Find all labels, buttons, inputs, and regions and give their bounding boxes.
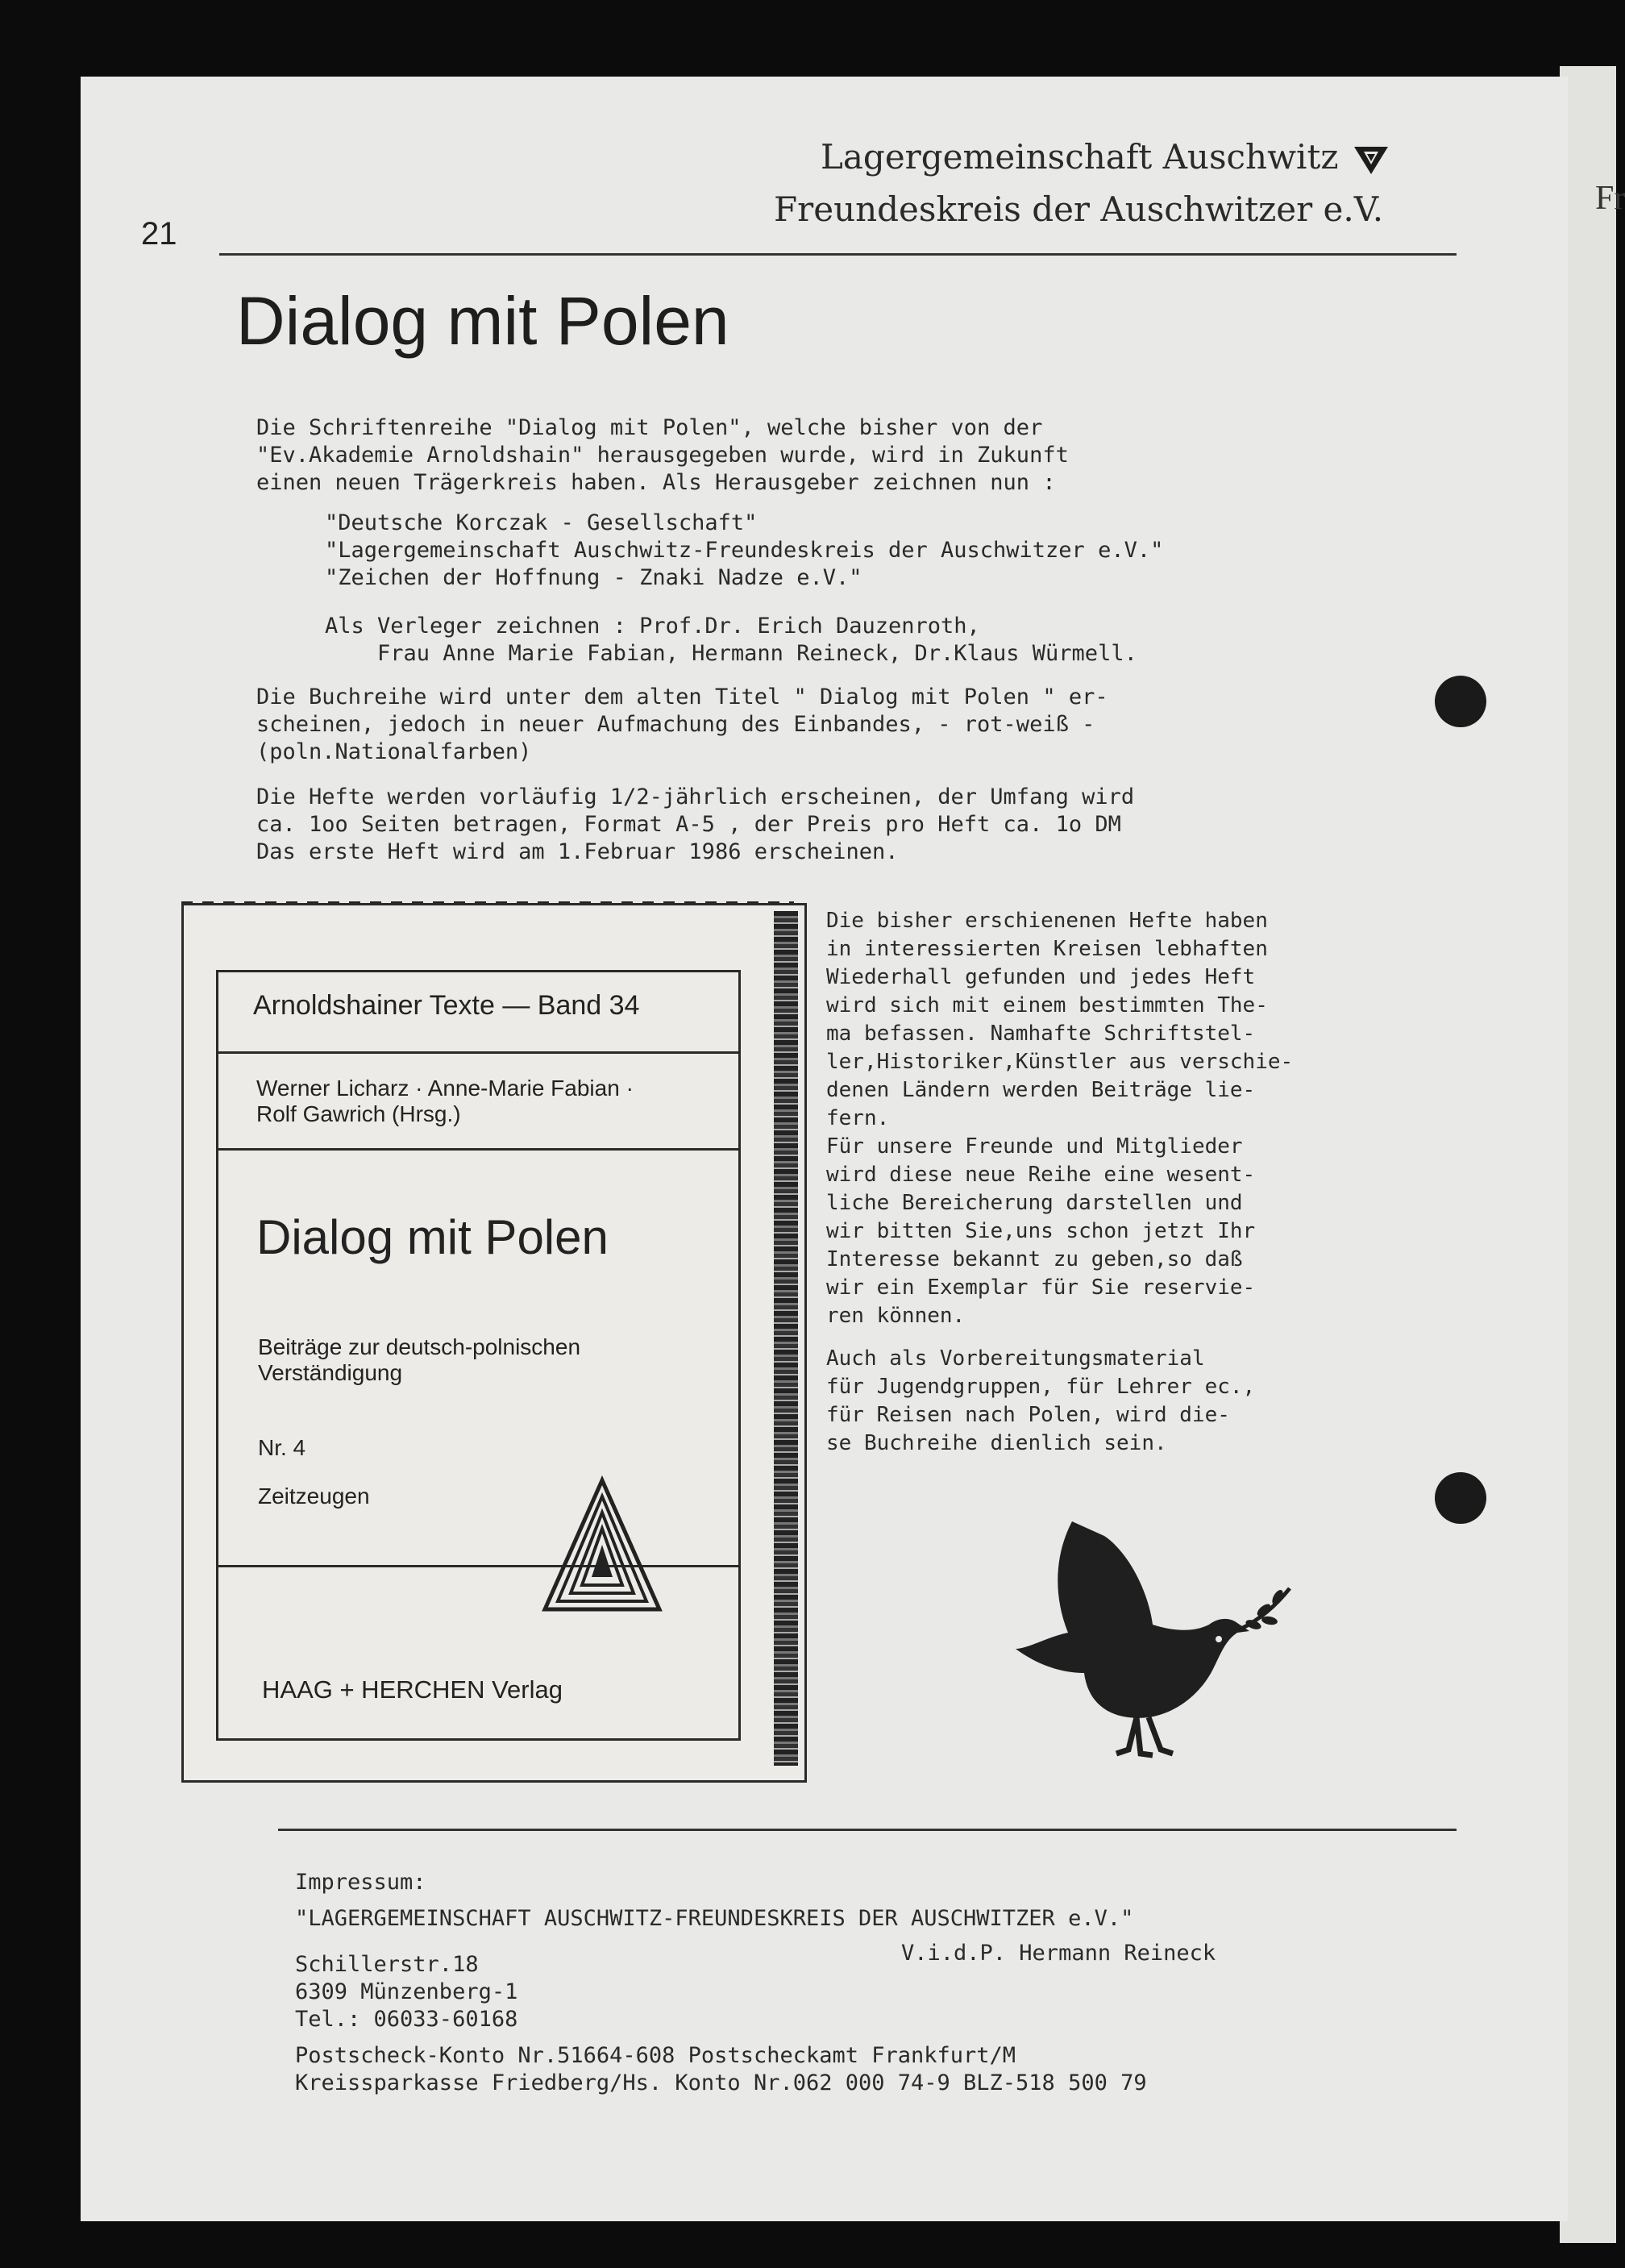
book-subtitle-line: Beiträge zur deutsch-polnischen <box>258 1334 581 1359</box>
appearance-line: (poln.Nationalfarben) <box>256 739 532 764</box>
appearance-line: Die Buchreihe wird unter dem alten Titel " Dialog mit Polen " er- <box>256 685 1108 710</box>
impressum-bank-line: Kreissparkasse Friedberg/Hs. Konto Nr.062 000 74-9 BLZ-518 500 79 <box>295 2070 1147 2095</box>
book-number: Nr. 4 <box>258 1435 306 1460</box>
right-column-paragraph-2 <box>826 1345 1255 1458</box>
impressum-street: Schillerstr.18 <box>295 1952 479 1977</box>
header-org-line1-text: Lagergemeinschaft Auschwitz <box>821 137 1339 177</box>
publisher-item: "Deutsche Korczak - Gesellschaft" <box>325 510 758 535</box>
schedule-line: Die Hefte werden vorläufig 1/2-jährlich erscheinen, der Umfang wird <box>256 784 1135 809</box>
right-column-line: wir bitten Sie,uns schon jetzt Ihr <box>826 1219 1256 1243</box>
header-rule <box>219 253 1457 256</box>
impressum-bank <box>295 2042 1147 2097</box>
right-column-line: Interesse bekannt zu geben,so daß <box>826 1247 1243 1271</box>
right-column-line: wird diese neue Reihe eine wesent- <box>826 1163 1256 1187</box>
right-column-line: ler,Historiker,Künstler aus verschie- <box>826 1050 1294 1074</box>
editors-paragraph <box>325 613 1137 668</box>
book-subtitle <box>258 1334 580 1386</box>
book-authors-line: Werner Licharz · Anne-Marie Fabian · <box>256 1076 634 1101</box>
schedule-line: ca. 1oo Seiten betragen, Format A-5 , der Preis pro Heft ca. 1o DM <box>256 812 1121 837</box>
triangle-logo-icon <box>1353 144 1390 176</box>
book-authors <box>256 1076 634 1127</box>
impressum-bank-line: Postscheck-Konto Nr.51664-608 Postscheckamt Frankfurt/M <box>295 2043 1016 2068</box>
right-column-line: liche Bereicherung darstellen und <box>826 1191 1243 1215</box>
book-authors-line: Rolf Gawrich (Hrsg.) <box>256 1101 461 1126</box>
right-column-line: Wiederhall gefunden und jedes Heft <box>826 965 1256 989</box>
impressum-heading: Impressum: <box>295 1870 426 1895</box>
publisher-item: "Zeichen der Hoffnung - Znaki Nadze e.V." <box>325 565 862 590</box>
next-page-edge <box>1560 66 1625 2243</box>
impressum-org: "LAGERGEMEINSCHAFT AUSCHWITZ-FREUNDESKREIS DER AUSCHWITZER e.V." <box>295 1906 1134 1931</box>
right-column-line: ma befassen. Namhafte Schriftstel- <box>826 1022 1256 1046</box>
editors-line: Als Verleger zeichnen : Prof.Dr. Erich Dauzenroth, <box>325 614 980 639</box>
intro-line: "Ev.Akademie Arnoldshain" herausgegeben wurde, wird in Zukunft <box>256 443 1069 468</box>
punch-hole <box>1435 1472 1486 1524</box>
book-topic: Zeitzeugen <box>258 1484 370 1509</box>
right-column-line: für Jugendgruppen, für Lehrer ec., <box>826 1375 1256 1399</box>
peace-dove-icon <box>1008 1520 1298 1770</box>
impressum-phone: Tel.: 06033-60168 <box>295 2007 518 2032</box>
intro-line: Die Schriftenreihe "Dialog mit Polen", welche bisher von der <box>256 415 1043 440</box>
right-column-line: wir ein Exemplar für Sie reservie- <box>826 1275 1256 1300</box>
impressum-rule <box>278 1829 1457 1831</box>
header-org-line1 <box>821 137 1616 177</box>
book-series-box <box>218 972 738 1054</box>
right-column-line: ren können. <box>826 1304 966 1328</box>
schedule-line: Das erste Heft wird am 1.Februar 1986 erscheinen. <box>256 839 899 864</box>
next-page-fragment: Fr <box>1595 180 1625 217</box>
intro-line: einen neuen Trägerkreis haben. Als Herausgeber zeichnen nun : <box>256 470 1056 495</box>
editors-line: Frau Anne Marie Fabian, Hermann Reineck, Dr.Klaus Würmell. <box>325 641 1137 666</box>
publishers-list <box>325 510 1163 592</box>
right-column-line: Die bisher erschienenen Hefte haben <box>826 909 1268 933</box>
right-column-line: denen Ländern werden Beiträge lie- <box>826 1078 1256 1102</box>
triangle-emblem-icon <box>542 1477 663 1613</box>
book-spine <box>774 911 798 1766</box>
punch-hole <box>1435 676 1486 727</box>
right-column-paragraph <box>826 907 1293 1330</box>
right-column-line: se Buchreihe dienlich sein. <box>826 1431 1167 1455</box>
right-column-line: fern. <box>826 1106 890 1130</box>
right-column-line: in interessierten Kreisen lebhaften <box>826 937 1268 961</box>
schedule-paragraph <box>256 784 1134 866</box>
impressum-address <box>295 1951 517 2033</box>
article-title: Dialog mit Polen <box>236 283 729 359</box>
header-org-line2: Freundeskreis der Auschwitzer e.V. <box>774 189 1384 229</box>
impressum-city: 6309 Münzenberg-1 <box>295 1979 518 2004</box>
intro-paragraph <box>256 414 1069 497</box>
publisher-item: "Lagergemeinschaft Auschwitz-Freundeskreis der Auschwitzer e.V." <box>325 538 1164 563</box>
impressum-responsible: V.i.d.P. Hermann Reineck <box>901 1941 1216 1966</box>
right-column-line: wird sich mit einem bestimmten The- <box>826 993 1268 1017</box>
right-column-line: Auch als Vorbereitungsmaterial <box>826 1346 1205 1371</box>
right-column-line: für Reisen nach Polen, wird die- <box>826 1403 1230 1427</box>
book-subtitle-line: Verständigung <box>258 1360 403 1385</box>
appearance-paragraph <box>256 684 1108 766</box>
page-number: 21 <box>141 216 177 252</box>
right-column-line: Für unsere Freunde und Mitglieder <box>826 1134 1243 1159</box>
book-publisher: HAAG + HERCHEN Verlag <box>262 1675 563 1704</box>
book-series: Arnoldshainer Texte — Band 34 <box>253 990 640 1021</box>
book-title: Dialog mit Polen <box>256 1210 609 1264</box>
appearance-line: scheinen, jedoch in neuer Aufmachung des Einbandes, - rot-weiß - <box>256 712 1095 737</box>
